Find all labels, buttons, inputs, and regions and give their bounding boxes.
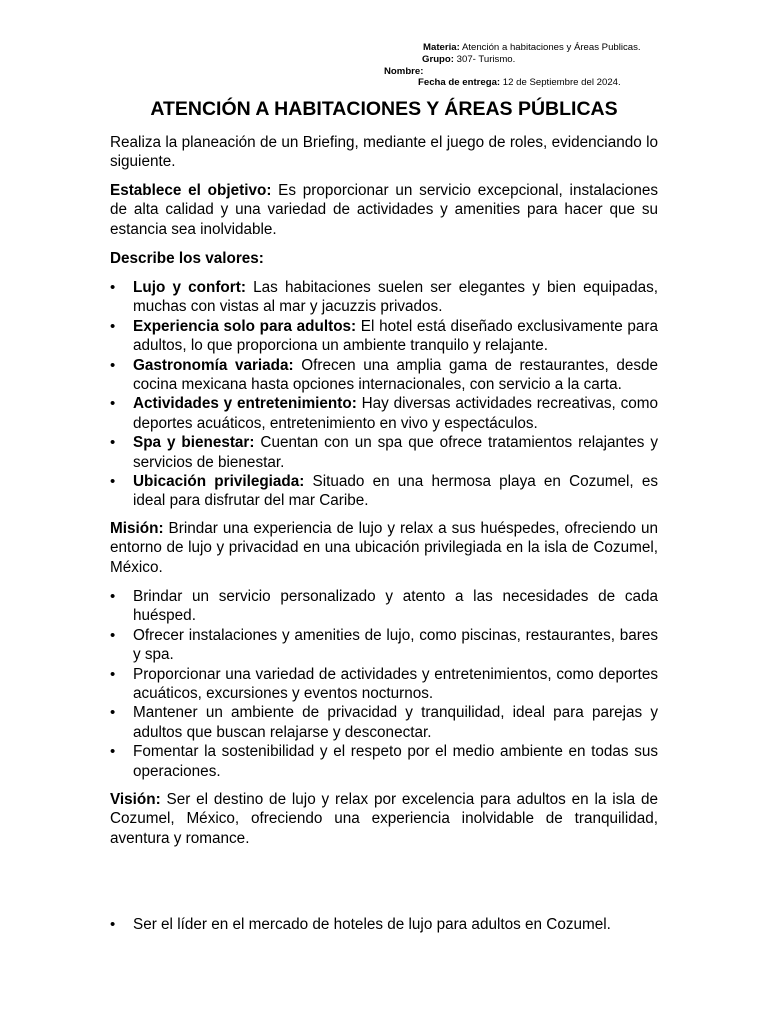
page-title: ATENCIÓN A HABITACIONES Y ÁREAS PÚBLICAS xyxy=(150,98,618,120)
valor-label: Lujo y confort: xyxy=(133,279,246,296)
vision-label: Visión: xyxy=(110,791,161,808)
mision-item-text: Mantener un ambiente de privacidad y tranquilidad, ideal para parejas y adultos que buscan relajarse y desconectar. xyxy=(133,704,658,741)
objetivo-label: Establece el objetivo: xyxy=(110,182,272,199)
vision-list-block xyxy=(110,915,658,934)
fecha-label: Fecha de entrega: xyxy=(418,77,501,88)
objetivo-block xyxy=(110,181,658,239)
intro-paragraph: Realiza la planeación de un Briefing, mediante el juego de roles, evidenciando lo siguiente. xyxy=(110,134,658,171)
valor-label: Ubicación privilegiada: xyxy=(133,473,305,491)
fecha-value: 12 de Septiembre del 2024. xyxy=(502,77,621,88)
valor-text: Hay diversas actividades recreativas, como deportes acuáticos, entretenimiento en vivo y espectáculos. xyxy=(133,395,658,432)
list-item xyxy=(110,433,658,472)
mision-block xyxy=(110,519,658,577)
bullet-icon: • xyxy=(110,916,116,933)
list-item xyxy=(110,472,658,511)
mision-item-text: Brindar un servicio personalizado y atento a las necesidades de cada huésped. xyxy=(133,588,658,625)
vision-item-text: Ser el líder en el mercado de hoteles de lujo para adultos en Cozumel. xyxy=(133,916,611,933)
objetivo-text: Es proporcionar un servicio excepcional, instalaciones de alta calidad y una variedad de actividades y amenities para hacer que su estancia sea inolvidable. xyxy=(110,182,658,238)
valor-text: Ofrecen una amplia gama de restaurantes, desde cocina mexicana hasta opciones internacionales, con servicio a la carta. xyxy=(133,356,659,394)
list-item xyxy=(110,665,658,704)
bullet-icon: • xyxy=(110,317,116,335)
bullet-icon: • xyxy=(110,704,116,722)
grupo-label: Grupo: xyxy=(422,54,454,65)
bullet-icon: • xyxy=(110,473,116,491)
valores-heading-text: Describe los valores: xyxy=(110,250,264,267)
vision-paragraph xyxy=(110,790,658,848)
valores-list xyxy=(110,278,658,511)
objetivo-paragraph xyxy=(110,181,658,239)
materia-label: Materia: xyxy=(423,42,460,53)
list-item xyxy=(110,317,658,356)
grupo-value: 307- Turismo. xyxy=(456,54,516,65)
header-grupo xyxy=(422,54,515,65)
header-materia xyxy=(423,42,641,53)
mision-item-text: Proporcionar una variedad de actividades y entretenimientos, como deportes acuáticos, excursiones y eventos nocturnos. xyxy=(133,665,658,703)
valores-heading xyxy=(110,249,658,268)
header-nombre xyxy=(384,66,423,77)
list-item xyxy=(110,587,658,626)
mision-list-block xyxy=(110,587,658,781)
bullet-icon: • xyxy=(110,626,116,644)
mision-label: Misión: xyxy=(110,520,164,537)
list-item xyxy=(110,915,658,934)
header-fecha xyxy=(418,77,621,88)
intro-block xyxy=(110,133,658,172)
bullet-icon: • xyxy=(110,588,116,605)
bullet-icon: • xyxy=(110,665,116,683)
list-item xyxy=(110,626,658,665)
valor-text: Situado en una hermosa playa en Cozumel, es ideal para disfrutar del mar Caribe. xyxy=(133,473,659,510)
valores-heading-block xyxy=(110,249,658,268)
valor-label: Gastronomía variada: xyxy=(133,356,294,374)
valor-label: Actividades y entretenimiento: xyxy=(133,395,357,413)
mision-item-text: Fomentar la sostenibilidad y el respeto por el medio ambiente en todas sus operaciones. xyxy=(133,743,658,780)
vision-text: Ser el destino de lujo y relax por excelencia para adultos en la isla de Cozumel, México, ofreciendo una experiencia inolvidable de tranquilidad, aventura y romance. xyxy=(110,791,658,847)
bullet-icon: • xyxy=(110,434,116,452)
bullet-icon: • xyxy=(110,395,116,413)
mision-text: Brindar una experiencia de lujo y relax a sus huéspedes, ofreciendo un entorno de lujo y privacidad en una ubicación privilegiada en la isla de Cozumel, México. xyxy=(110,520,658,576)
list-item xyxy=(110,703,658,742)
valores-list-block xyxy=(110,278,658,511)
valor-text: Cuentan con un spa que ofrece tratamientos relajantes y servicios de bienestar. xyxy=(133,434,658,471)
list-item xyxy=(110,394,658,433)
valor-label: Spa y bienestar: xyxy=(133,434,255,452)
bullet-icon: • xyxy=(110,279,116,296)
materia-value: Atención a habitaciones y Áreas Publicas. xyxy=(461,42,641,53)
list-item xyxy=(110,356,658,395)
bullet-icon: • xyxy=(110,743,116,761)
nombre-label: Nombre: xyxy=(384,66,424,77)
bullet-icon: • xyxy=(110,356,116,374)
valor-text: Las habitaciones suelen ser elegantes y bien equipadas, muchas con vistas al mar y jacuzzis privados. xyxy=(133,279,658,316)
valor-label: Experiencia solo para adultos: xyxy=(133,317,357,335)
mision-paragraph xyxy=(110,519,658,577)
mision-list xyxy=(110,587,658,781)
vision-block xyxy=(110,790,658,848)
mision-item-text: Ofrecer instalaciones y amenities de lujo, como piscinas, restaurantes, bares y spa. xyxy=(133,626,658,664)
list-item xyxy=(110,742,658,781)
vision-list xyxy=(110,915,658,934)
list-item xyxy=(110,278,658,317)
valor-text: El hotel está diseñado exclusivamente para adultos, lo que proporciona un ambiente tranquilo y relajante. xyxy=(133,317,658,355)
